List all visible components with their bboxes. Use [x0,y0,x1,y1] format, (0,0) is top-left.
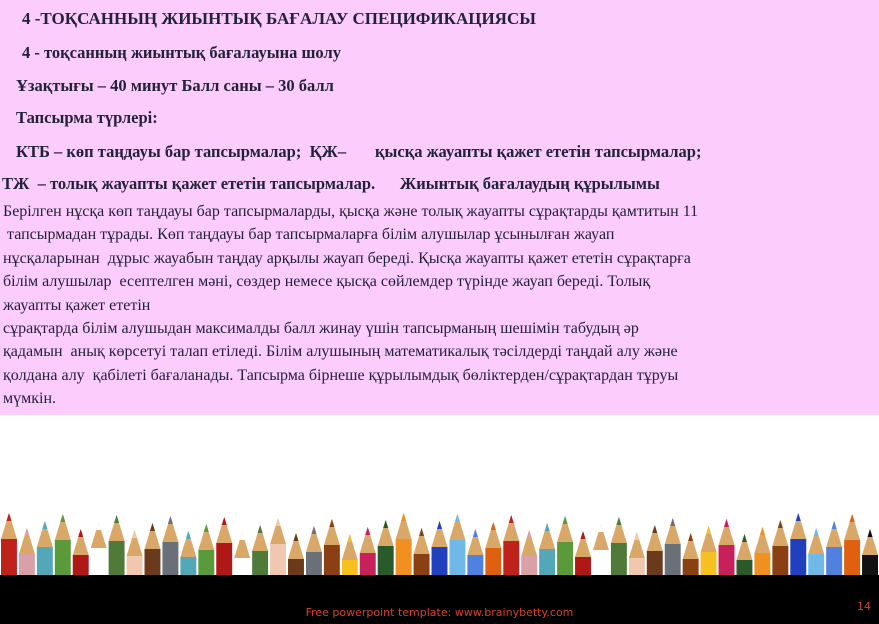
task-types-line-2: ТЖ – толық жауапты қажет ететін тапсырмалар. Жиынтық бағалаудың құрылымы [2,174,660,193]
pencil [109,515,125,577]
pencil [127,530,143,577]
paragraph-line: жауапты қажет ететін [3,296,151,314]
pencil [73,529,89,577]
pencil [647,525,663,577]
pencil [1,513,17,577]
pencil [736,534,752,577]
pencil [557,516,573,577]
pencil [378,520,394,577]
page-number: 14 [857,600,871,613]
pencil [270,518,286,577]
pencils-image [0,505,879,577]
pencil [467,529,483,577]
pencil [234,532,250,577]
task-types-line-1: КТБ – көп таңдауы бар тапсырмалар; ҚЖ– қысқа жауапты қажет ететін тапсырмалар; [16,142,702,161]
pencil [719,519,735,577]
pencil [55,514,71,577]
pencil [145,523,161,577]
pencil [360,527,376,577]
pencil [772,520,788,577]
pencil [180,531,196,577]
slide-subtitle: 4 - тоқсанның жиынтық бағалауына шолу [22,43,341,62]
pencil [288,533,304,577]
pencil [432,521,448,577]
pencil [449,514,465,577]
pencil [162,516,178,577]
slide-title: 4 -ТОҚСАННЫҢ ЖИЫНТЫҚ БАҒАЛАУ СПЕЦИФИКАЦИЯСЫ [22,9,536,28]
paragraph-line: тапсырмадан тұрады. Көп таңдауы бар тапсырмаларға білім алушылар ұсынылған жауап [3,226,615,244]
task-types-label: Тапсырма түрлері: [16,108,158,127]
paragraph-line: білім алушылар есептелген мәні, сөздер немесе қысқа сөйлемдер түрінде жауап береді. Толық [3,273,651,291]
pencil [37,521,53,577]
pencil [575,531,591,577]
pencil [342,534,358,577]
pencil [862,529,878,577]
pencil [629,532,645,577]
pencil [701,526,717,577]
pencil [306,526,322,577]
pencil [198,524,214,577]
pencil [665,518,681,577]
paragraph-line: мүмкін. [3,390,57,408]
pencil [611,517,627,577]
pencil [539,523,555,577]
paragraph-line: қолдана алу қабілеті бағаланады. Тапсырма бірнеше құрылымдық бөліктерден/сұрақтардан тұруы [3,366,679,384]
pencil [521,530,537,577]
pencil [485,522,501,577]
pencil [19,528,35,577]
paragraph-line: сұрақтарда білім алушыдан максималды балл жинау үшін тапсырманың шешімін табудың әр [3,320,639,337]
pencil [414,528,430,577]
pencil [396,513,412,577]
pencil [844,514,860,577]
pencil [790,513,806,577]
footer-credit: Free powerpoint template: www.brainybetty.com [305,606,574,619]
paragraph-line: Берілген нұсқа көп таңдауы бар тапсырмаларды, қысқа және толық жауапты сұрақтарды қамтитын 11 [3,203,699,220]
pencil [252,525,268,577]
pencil [324,519,340,577]
pencil [216,517,232,577]
paragraph-line: қадамын анық көрсетуі талап етіледі. Білім алушының математикалық тәсілдерді таңдай алу және [3,343,678,361]
pencil [808,528,824,577]
paragraph-line: нұсқаларынан дұрыс жауабын таңдау арқылы жауап береді. Қысқа жауапты қажет ететін сұрақтарға [3,249,691,267]
pencil [593,524,609,577]
pencil [503,515,519,577]
pencil [91,522,107,577]
pencil [826,521,842,577]
duration-text: Ұзақтығы – 40 минут Балл саны – 30 балл [16,76,334,95]
pencil [683,533,699,577]
pencil [754,527,770,577]
